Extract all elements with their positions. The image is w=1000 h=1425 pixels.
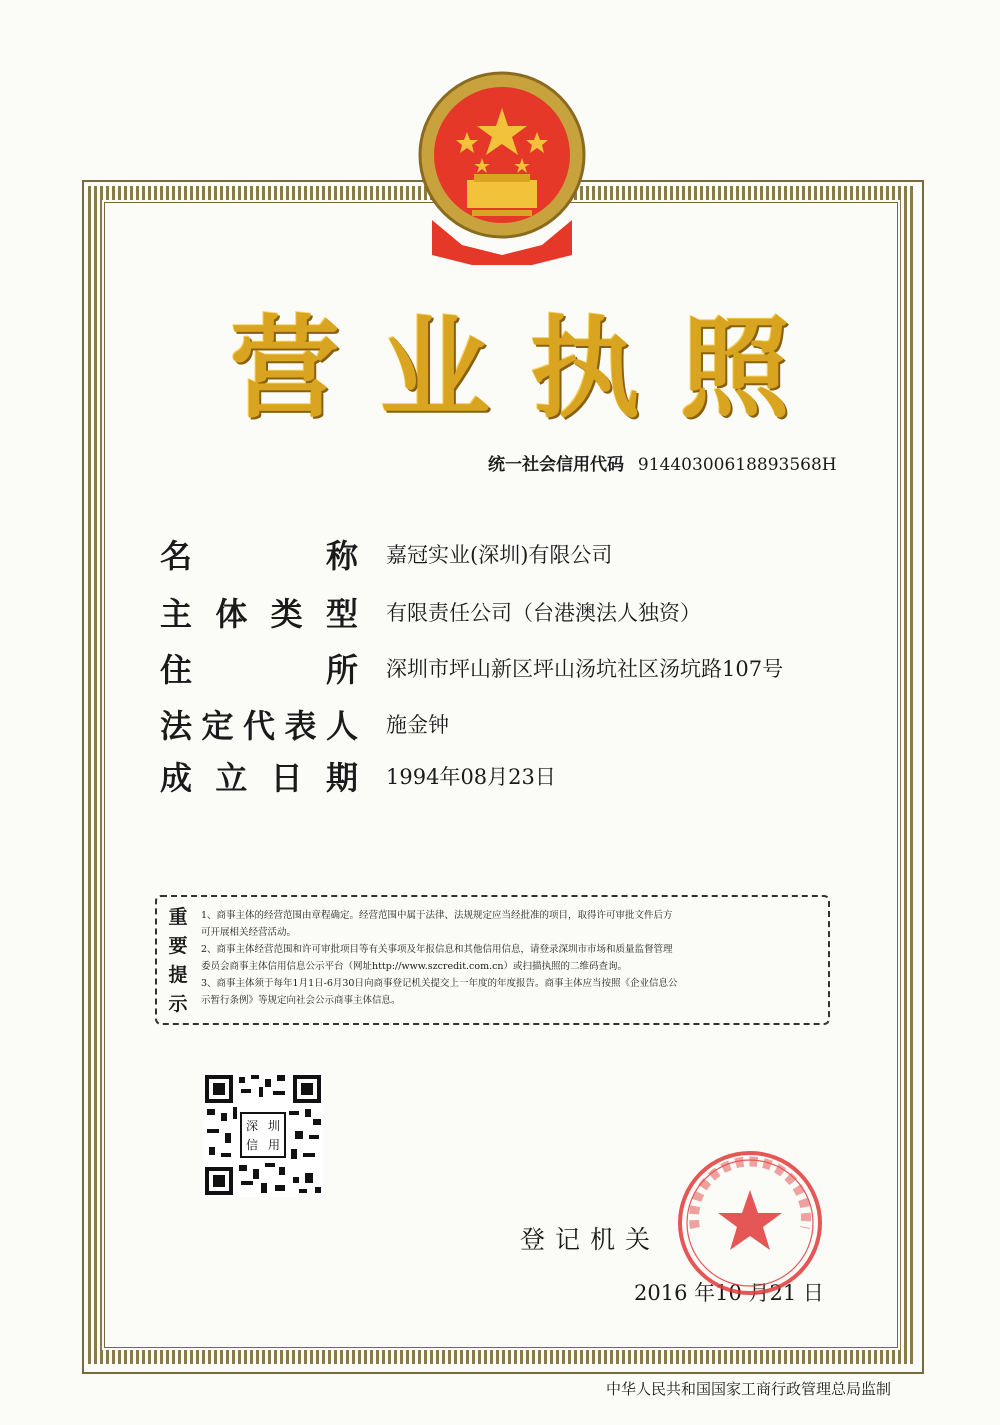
label-char: 所 xyxy=(325,651,358,689)
title-char: 执 xyxy=(530,305,640,433)
issue-date: 2016 年10 月21 日 xyxy=(634,1281,824,1305)
notice-title-char: 重 xyxy=(168,906,188,928)
label-char: 名 xyxy=(160,537,193,575)
field-entity-type xyxy=(160,590,860,634)
field-legal-rep xyxy=(160,702,860,746)
title-char: 营 xyxy=(230,305,340,433)
credit-code-label: 统一社会信用代码 xyxy=(488,455,624,475)
important-notice-box xyxy=(155,895,830,1025)
field-name-value: 嘉冠实业(深圳)有限公司 xyxy=(386,543,613,567)
qr-center-char: 深 xyxy=(245,1119,259,1133)
label-char: 表 xyxy=(284,707,317,745)
notice-line: 3、商事主体须于每年1月1日-6月30日向商事登记机关提交上一年度的年度报告。商事主体应当按照《企业信息公 xyxy=(201,978,678,989)
field-name-label xyxy=(160,531,358,577)
field-address xyxy=(160,646,860,690)
label-char: 人 xyxy=(325,707,358,745)
official-seal-stamp xyxy=(675,1148,825,1298)
label-char: 主 xyxy=(160,595,193,633)
field-founded xyxy=(160,754,860,798)
qr-center-char: 圳 xyxy=(267,1119,281,1133)
notice-title xyxy=(163,903,193,1019)
notice-title-char: 示 xyxy=(168,993,188,1015)
field-founded-label xyxy=(160,753,358,799)
notice-line: 2、商事主体经营范围和许可审批项目等有关事项及年报信息和其他信用信息，请登录深圳市市场和质量监督管理 xyxy=(201,944,673,955)
field-legal-rep-label xyxy=(160,701,358,747)
footer-supervisor-text: 中华人民共和国国家工商行政管理总局监制 xyxy=(606,1380,892,1398)
title-char: 照 xyxy=(680,305,790,433)
field-founded-value: 1994年08月23日 xyxy=(386,765,556,789)
authority-label: 登记机关 xyxy=(520,1225,661,1254)
label-char: 期 xyxy=(325,759,358,797)
notice-body xyxy=(201,907,818,1009)
national-emblem-icon xyxy=(412,70,592,270)
label-char: 定 xyxy=(201,707,234,745)
notice-title-char: 要 xyxy=(168,935,188,957)
field-legal-rep-value: 施金钟 xyxy=(386,713,449,737)
label-char: 日 xyxy=(270,759,303,797)
qr-center-char: 信 xyxy=(245,1138,259,1152)
field-address-label xyxy=(160,645,358,691)
label-char: 类 xyxy=(270,595,303,633)
notice-title-char: 提 xyxy=(168,964,188,986)
label-char: 成 xyxy=(160,759,193,797)
document-title xyxy=(230,300,790,433)
label-char: 住 xyxy=(160,651,193,689)
label-char: 型 xyxy=(325,595,358,633)
title-char: 业 xyxy=(380,305,490,433)
notice-line: 示暂行条例》等规定向社会公示商事主体信息。 xyxy=(201,995,401,1006)
notice-line: 委员会商事主体信用信息公示平台（网址http://www.szcredit.com.cn）或扫描执照的二维码查询。 xyxy=(201,961,628,972)
field-address-value: 深圳市坪山新区坪山汤坑社区汤坑路107号 xyxy=(386,657,784,681)
label-char: 体 xyxy=(215,595,248,633)
credit-code-value: 91440300618893568H xyxy=(637,455,837,475)
notice-line: 1、商事主体的经营范围由章程确定。经营范围中属于法律、法规规定应当经批准的项目，取得许可审批文件后方 xyxy=(201,910,673,921)
label-char: 称 xyxy=(325,537,358,575)
qr-center-char: 用 xyxy=(267,1138,281,1152)
notice-line: 可开展相关经营活动。 xyxy=(201,927,297,938)
field-entity-type-label xyxy=(160,589,358,635)
label-char: 代 xyxy=(242,707,275,745)
field-entity-type-value: 有限责任公司（台港澳法人独资） xyxy=(386,601,701,625)
field-name xyxy=(160,532,860,576)
label-char: 法 xyxy=(160,707,193,745)
qr-code-icon[interactable] xyxy=(203,1073,323,1197)
label-char: 立 xyxy=(215,759,248,797)
credit-code-row xyxy=(488,450,837,475)
